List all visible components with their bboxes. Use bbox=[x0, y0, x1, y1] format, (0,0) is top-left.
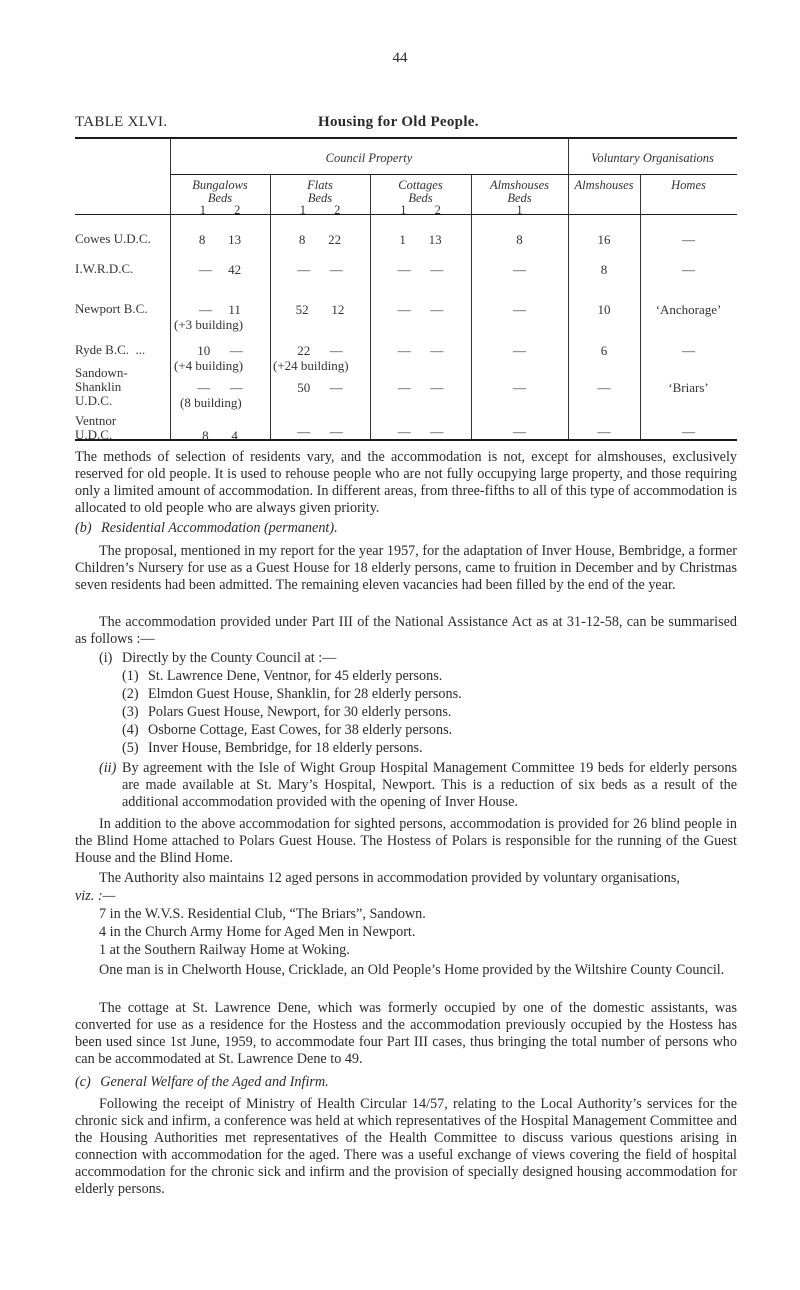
col-header-unit: Beds bbox=[507, 191, 532, 205]
table-cell: — — bbox=[297, 424, 343, 439]
table-cell: 10 — bbox=[197, 343, 243, 358]
row-label: Cowes U.D.C. bbox=[75, 231, 151, 246]
section-title: Residential Accommodation (permanent). bbox=[101, 520, 338, 536]
table-cell: — bbox=[682, 262, 695, 277]
table-label: TABLE XLVI. bbox=[75, 114, 168, 130]
table-top-rule bbox=[75, 137, 737, 139]
list-item-number: (4) bbox=[122, 722, 139, 738]
voluntary-item: 1 at the Southern Railway Home at Woking. bbox=[99, 942, 350, 958]
section-b-para-1: The proposal, mentioned in my report for the year 1957, for the adaptation of Inver House, Bembridge, a former Children’s Nursery for use as a Guest House for 18 elderly persons, came to fruition in December and by Christmas seven residents had been admitted. The remaining eleven vacancies had been filled by the end of the year. bbox=[75, 543, 737, 593]
list-item: Inver House, Bembridge, for 18 elderly persons. bbox=[148, 740, 423, 756]
table-cell: — — bbox=[297, 262, 343, 277]
table-cell: — — bbox=[397, 302, 444, 317]
section-b-para-5: One man is in Chelworth House, Cricklade, an Old People’s Home provided by the Wiltshire County Council. bbox=[99, 962, 725, 978]
table-cell: 6 bbox=[600, 343, 608, 358]
table-cell: — bbox=[513, 424, 526, 439]
table-cell: ‘Briars’ bbox=[668, 380, 709, 395]
col-header-unit: Beds bbox=[307, 191, 333, 205]
section-b-heading bbox=[75, 520, 338, 537]
voluntary-item: 7 in the W.V.S. Residential Club, “The Briars”, Sandown. bbox=[99, 906, 426, 922]
table-cell: 8 bbox=[516, 232, 523, 247]
row-label-line: U.D.C. bbox=[75, 393, 113, 408]
table-cell: — — bbox=[397, 343, 444, 358]
section-title: General Welfare of the Aged and Infirm. bbox=[100, 1074, 329, 1090]
table-cell: — — bbox=[197, 380, 243, 395]
voluntary-item: 4 in the Church Army Home for Aged Men in Newport. bbox=[99, 924, 416, 940]
col-header-name: Homes bbox=[671, 178, 706, 192]
table-cell: — bbox=[513, 343, 526, 358]
col-header-sub: 1 2 bbox=[400, 203, 441, 217]
table-cell: — bbox=[682, 343, 695, 358]
group-header-voluntary: Voluntary Organisations bbox=[591, 151, 714, 165]
list-item-number: (1) bbox=[122, 668, 139, 684]
table-cell: 1 13 bbox=[399, 232, 442, 247]
section-c-para-1: Following the receipt of Ministry of Health Circular 14/57, relating to the Local Authority’s services for the chronic sick and infirm, a conference was held at which representatives of the Hospital Management Committee and the Housing Authorities met representatives of the Health Committee to discuss various questions arising in connection with accommodation for the aged. There was a useful exchange of views covering the field of hospital accommodation for the chronic sick and infirm and the provision of specially designed housing accommodation for elderly persons. bbox=[75, 1096, 737, 1197]
list-ii-marker: (ii) bbox=[99, 760, 117, 776]
table-cell: — bbox=[597, 424, 611, 439]
list-item: Osborne Cottage, East Cowes, for 38 elderly persons. bbox=[148, 722, 453, 738]
table-cell: 52 12 bbox=[295, 302, 345, 317]
table-cell: 16 bbox=[597, 232, 611, 247]
list-ii-text: By agreement with the Isle of Wight Group Hospital Management Committee 19 beds for elderly persons are made available at St. Mary’s Hospital, Newport. This is a reduction of six beds as a result of the additional accommodation provided with the opening of Inver House. bbox=[122, 760, 737, 810]
col-header-name: Almshouses bbox=[489, 178, 550, 192]
section-b-para-4: The Authority also maintains 12 aged persons in accommodation provided by voluntary organisations, bbox=[99, 870, 680, 886]
row-label: Ryde B.C. ... bbox=[75, 342, 146, 357]
list-item-number: (5) bbox=[122, 740, 139, 756]
row-label: I.W.R.D.C. bbox=[75, 261, 134, 276]
viz-label: viz. :— bbox=[75, 888, 116, 904]
table-cell: — bbox=[682, 232, 695, 247]
row-label-line: U.D.C. bbox=[75, 427, 113, 442]
col-header-unit: Beds bbox=[408, 191, 433, 205]
row-label-line: Ventnor bbox=[75, 413, 117, 428]
table-cell: 8 4 bbox=[202, 428, 238, 443]
table-cell: — bbox=[513, 302, 526, 317]
row-label: Newport B.C. bbox=[75, 301, 148, 316]
section-b-para-2: The accommodation provided under Part III of the National Assistance Act as at 31-12-58, can be summarised as follows :— bbox=[75, 614, 737, 647]
list-item: Elmdon Guest House, Shanklin, for 28 elderly persons. bbox=[148, 686, 462, 702]
row-label-line: Shanklin bbox=[75, 379, 122, 394]
section-b-para-3: In addition to the above accommodation for sighted persons, accommodation is provided for 26 blind people in the Blind Home attached to Polars Guest House. The Hostess of Polars is responsible for the running of the Guest House and the Blind Home. bbox=[75, 816, 737, 866]
table-cell: — — bbox=[397, 424, 444, 439]
col-header-unit: Beds bbox=[207, 191, 233, 205]
table-cell: — bbox=[597, 380, 611, 395]
table-cell: — 11 bbox=[199, 302, 241, 317]
col-header-sub: 1 2 bbox=[299, 203, 341, 217]
list-i-intro: Directly by the County Council at :— bbox=[122, 650, 337, 666]
col-header-name: Almshouses bbox=[574, 178, 634, 192]
group-header-rule bbox=[170, 174, 737, 175]
table-cell: — 42 bbox=[198, 262, 242, 277]
col-header-name: Flats bbox=[307, 178, 333, 192]
table-cell: ‘Anchorage’ bbox=[655, 302, 722, 317]
section-marker: (c) bbox=[75, 1074, 91, 1090]
col-header-sub: 1 2 bbox=[199, 203, 241, 217]
building-note: (+4 building) bbox=[174, 358, 244, 373]
page-number: 44 bbox=[392, 50, 408, 66]
selection-paragraph: The methods of selection of residents vary, and the accommodation is not, except for almshouses, exclusively reserved for old people. It is used to rehouse people who are not fully occupying large property, and those requiring only a limited amount of accommodation. In different areas, from three-fifths to all of this type of accommodation is allocated to old people who are always given priority. bbox=[75, 449, 737, 516]
row-label-line: Sandown- bbox=[75, 365, 128, 380]
list-item: St. Lawrence Dene, Ventnor, for 45 elderly persons. bbox=[148, 668, 443, 684]
section-b-para-6: The cottage at St. Lawrence Dene, which was formerly occupied by one of the domestic assistants, was converted for use as a residence for the Hostess and the accommodation previously occupied by the Hostess has been used since 1st June, 1959, to accommodate four Part III cases, thus bringing the total number of persons who can be accommodated at St. Lawrence Dene to 49. bbox=[75, 1000, 737, 1067]
section-marker: (b) bbox=[75, 520, 92, 536]
table-cell: — bbox=[513, 380, 526, 395]
list-item-number: (3) bbox=[122, 704, 139, 720]
building-note: (8 building) bbox=[180, 395, 242, 410]
table-cell: — bbox=[682, 424, 695, 439]
table-title: Housing for Old People. bbox=[318, 114, 479, 130]
col-header-name: Bungalows bbox=[192, 178, 248, 192]
group-header-council: Council Property bbox=[325, 151, 413, 165]
table-cell: 22 — bbox=[297, 343, 343, 358]
col-header-name: Cottages bbox=[398, 178, 443, 192]
table-cell: 50 — bbox=[297, 380, 343, 395]
list-item-number: (2) bbox=[122, 686, 139, 702]
list-i-marker: (i) bbox=[99, 650, 113, 666]
table-cell: 8 13 bbox=[198, 232, 242, 247]
table-cell: — — bbox=[397, 380, 444, 395]
table-cell: 8 bbox=[600, 262, 608, 277]
building-note: (+24 building) bbox=[273, 358, 349, 373]
table-cell: 10 bbox=[597, 302, 611, 317]
list-item: Polars Guest House, Newport, for 30 elderly persons. bbox=[148, 704, 452, 720]
table-cell: — bbox=[513, 262, 526, 277]
section-c-heading bbox=[75, 1074, 329, 1091]
table-cell: 8 22 bbox=[298, 232, 342, 247]
col-header-sub: 1 bbox=[516, 203, 523, 217]
building-note: (+3 building) bbox=[174, 317, 244, 332]
table-cell: — — bbox=[397, 262, 444, 277]
